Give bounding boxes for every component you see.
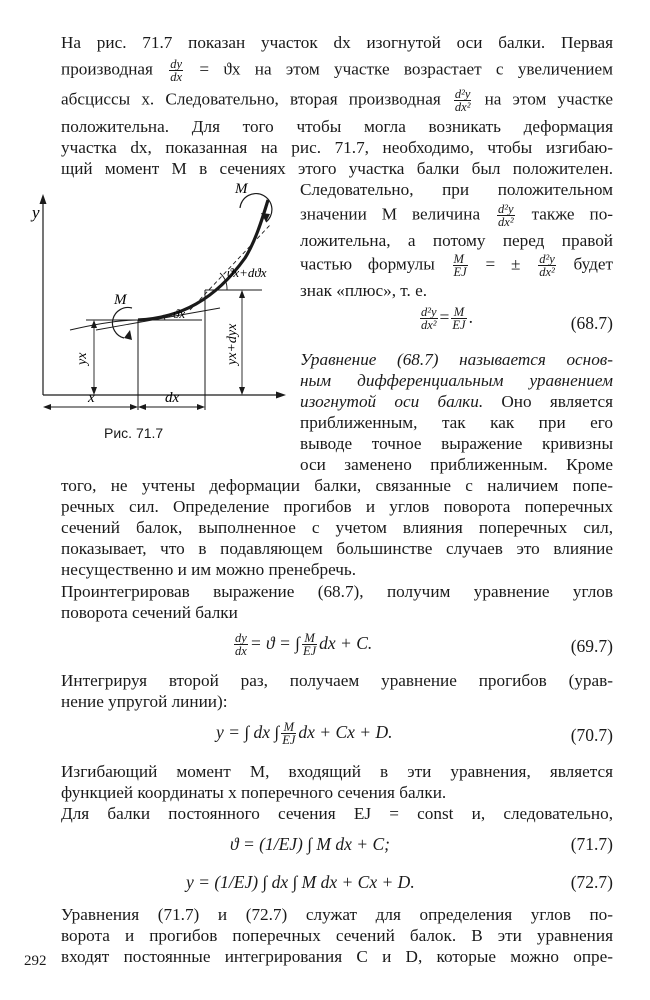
text-line: участка dx, показанная на рис. 71.7, необходимо, чтобы изгибаю- xyxy=(61,138,613,157)
text-line: оси заменено приближенным. Кроме xyxy=(300,455,613,474)
text-line: приближенным, так как при его xyxy=(300,413,613,432)
text-line: На рис. 71.7 показан участок dx изогнутой оси балки. Первая xyxy=(61,33,613,52)
fraction: $\frac{\text{d²y}}{\text{dx²}}$ xyxy=(498,202,514,229)
text-line: нение упругой линии): xyxy=(61,692,228,711)
text-line: ложительна, а потому перед правой xyxy=(300,231,613,250)
fraction: $\frac{M}{EJ}$ xyxy=(453,252,467,279)
text-line: показывает, что в подавляющем большинстве случаев это влияние xyxy=(61,539,613,558)
text-line: Следовательно, при положительном xyxy=(300,180,613,199)
label-theta: ϑx xyxy=(173,306,186,321)
beam-axis-curve xyxy=(138,200,268,320)
text-line: изогнутой оси балки. Оно является xyxy=(300,392,614,411)
equation-number: (68.7) xyxy=(570,313,613,333)
equation-70-7: y = ∫ dx ∫ $\frac{M}{EJ}$ dx + Cx + D. xyxy=(216,720,393,748)
label-x: x xyxy=(88,390,95,406)
text-line: ным дифференциальным уравнением xyxy=(300,371,613,390)
figure-caption: Рис. 71.7 xyxy=(104,425,164,441)
label-theta-dtheta: ϑx+dϑx xyxy=(227,265,267,280)
text-line: ворота и прогибов поперечных сечений балок. В эти уравнения xyxy=(61,926,613,945)
equation-number: (69.7) xyxy=(570,636,613,656)
text-line: производная $\frac{dy}{dx}$ = ϑx на этом участке возрастает с увеличением xyxy=(61,57,614,84)
text-line: знак «плюс», т. е. xyxy=(300,281,428,300)
equation-68-7: $\frac{\text{d²y}}{\text{dx²}}$ = $\frac{M}{EJ}$ . xyxy=(421,305,473,333)
text-line: несущественно и им можно пренебречь. xyxy=(61,560,357,579)
equation-number: (72.7) xyxy=(570,872,613,892)
text-line: щий момент M в сечениях этого участка балки был положителен. xyxy=(61,159,613,178)
text-line: входят постоянные интегрирования C и D, которые можно опре- xyxy=(61,947,613,966)
text-line: частью формулы $\frac{M}{EJ}$ = ± $\frac{\text{d²y}}{\text{dx²}}$ будет xyxy=(300,252,614,279)
text-line: абсциссы x. Следовательно, вторая производная $\frac{\text{d²y}}{\text{dx²}}$ на этом участке xyxy=(61,87,614,114)
text-line: функцией координаты x поперечного сечения балки. xyxy=(61,783,447,802)
text-line: Уравнения (71.7) и (72.7) служат для определения углов по- xyxy=(61,905,613,924)
x-axis-arrow xyxy=(276,392,286,399)
tangent-left xyxy=(96,308,220,330)
text-line: того, не учтены деформации балки, связанные с наличием попе- xyxy=(61,476,613,495)
text-line: Уравнение (68.7) называется основ- xyxy=(300,350,613,369)
equation-number: (70.7) xyxy=(570,725,613,745)
figure-71-7 xyxy=(30,180,292,420)
label-moment-top: M xyxy=(235,181,248,197)
text-line: значении M величина $\frac{\text{d²y}}{\text{dx²}}$ также по- xyxy=(300,202,614,229)
label-moment-left: M xyxy=(114,292,127,308)
equation-number: (71.7) xyxy=(570,834,613,854)
fraction: $\frac{\text{d²y}}{\text{dx²}}$ xyxy=(454,87,471,114)
label-dx: dx xyxy=(165,390,180,406)
text-line: Проинтегрировав выражение (68.7), получим уравнение углов xyxy=(61,582,613,601)
text-line: Для балки постоянного сечения EJ = const и, следовательно, xyxy=(61,804,613,823)
fraction: $\frac{dy}{dx}$ xyxy=(170,57,183,84)
label-yx-dyx: yx+dyx xyxy=(225,323,240,365)
text-line: поворота сечений балки xyxy=(61,603,238,622)
equation-72-7: y = (1/EJ) ∫ dx ∫ M dx + Cx + D. xyxy=(186,872,415,892)
y-axis-label: y xyxy=(32,203,40,222)
fraction: $\frac{\text{d²y}}{\text{dx²}}$ xyxy=(539,252,555,279)
text-line: речных сил. Определение прогибов и углов поворота поперечных xyxy=(61,497,613,516)
equation-69-7: $\frac{dy}{dx}$ = ϑ = ∫ $\frac{M}{EJ}$ dx + C. xyxy=(235,631,373,659)
text-line: Интегрируя второй раз, получаем уравнение прогибов (урав- xyxy=(61,671,613,690)
text-line: положительна. Для того чтобы могла возникать деформация xyxy=(61,117,613,136)
text-line: сечений балок, выполненное с учетом влияния поперечных сил, xyxy=(61,518,613,537)
text-line: выводе точное выражение кривизны xyxy=(300,434,613,453)
equation-71-7: ϑ = (1/EJ) ∫ M dx + C; xyxy=(230,834,390,854)
text-line: Изгибающий момент M, входящий в эти уравнения, является xyxy=(61,762,613,781)
label-yx: yx xyxy=(75,352,90,365)
page-number: 292 xyxy=(24,953,47,969)
y-axis-arrow xyxy=(40,194,47,204)
